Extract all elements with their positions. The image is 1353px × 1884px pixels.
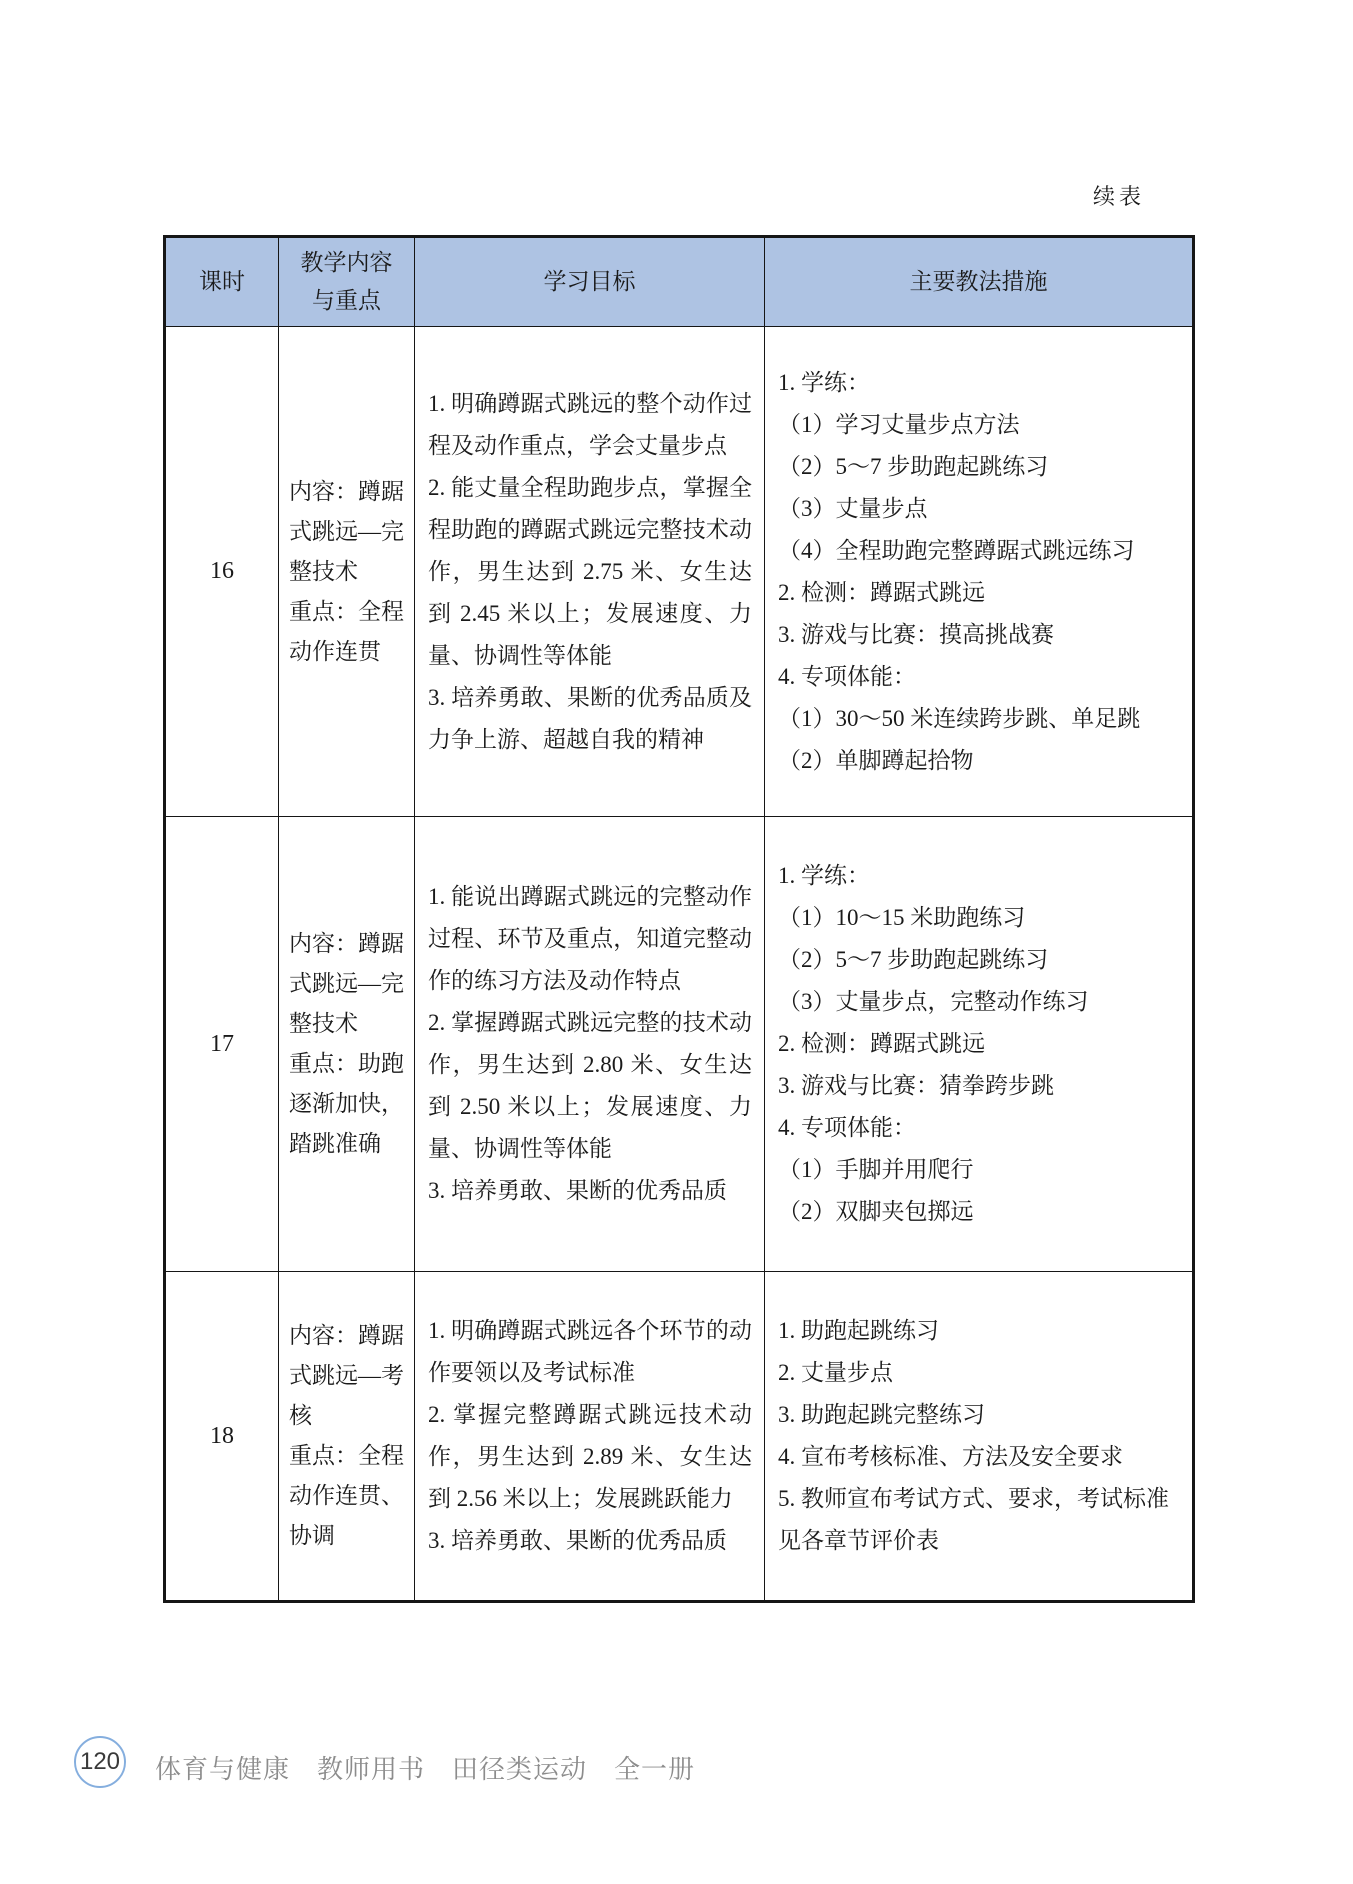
- objectives-cell: [415, 1272, 765, 1602]
- text-line: （1）学习丈量步点方法: [778, 411, 1020, 437]
- methods-cell: [765, 1272, 1194, 1602]
- text-line: （2）单脚蹲起拾物: [778, 747, 974, 773]
- header-content-line1: 教学内容: [300, 250, 393, 275]
- text-line: （3）丈量步点: [778, 495, 928, 521]
- table-row-lesson-18: [165, 1272, 1194, 1602]
- footer-book-title: 体育与健康 教师用书 田径类运动 全一册: [155, 1754, 696, 1784]
- lesson-schedule-table: [163, 235, 1195, 1603]
- text-line: 内容：蹲踞式跳远—考核: [289, 1323, 404, 1428]
- text-line: （1）手脚并用爬行: [778, 1157, 974, 1182]
- text-line: 重点：全程动作连贯、协调: [289, 1443, 404, 1548]
- text-line: 3. 游戏与比赛：摸高挑战赛: [778, 621, 1054, 647]
- text-line: 2. 能丈量全程助跑步点，掌握全程助跑的蹲踞式跳远完整技术动作，男生达到 2.75 米、女生达到 2.45 米以上；发展速度、力量、协调性等体能: [428, 474, 752, 668]
- header-cell-period: 课时: [165, 237, 279, 327]
- table-header-row: [165, 237, 1194, 327]
- content-cell: [279, 817, 415, 1272]
- period-cell: 17: [165, 817, 279, 1272]
- text-line: （2）5～7 步助跑起跳练习: [778, 453, 1049, 479]
- text-line: 5. 教师宣布考试方式、要求，考试标准见各章节评价表: [778, 1486, 1169, 1553]
- text-line: 重点：全程动作连贯: [289, 598, 404, 664]
- methods-cell: [765, 327, 1194, 817]
- table-row-lesson-16: [165, 327, 1194, 817]
- text-line: 1. 学练：: [778, 863, 870, 888]
- period-cell: 16: [165, 327, 279, 817]
- objectives-cell: [415, 817, 765, 1272]
- text-line: 2. 掌握蹲踞式跳远完整的技术动作，男生达到 2.80 米、女生达到 2.50 米以上；发展速度、力量、协调性等体能: [428, 1010, 752, 1161]
- text-line: 3. 助跑起跳完整练习: [778, 1402, 985, 1427]
- text-line: （3）丈量步点，完整动作练习: [778, 989, 1089, 1014]
- text-line: （4）全程助跑完整蹲踞式跳远练习: [778, 537, 1135, 563]
- content-cell: [279, 327, 415, 817]
- methods-cell: [765, 817, 1194, 1272]
- text-line: 4. 专项体能：: [778, 663, 916, 689]
- text-line: 2. 检测：蹲踞式跳远: [778, 579, 985, 605]
- table-row-lesson-17: [165, 817, 1194, 1272]
- page-number-badge: 120: [74, 1736, 126, 1788]
- header-content-line2: 与重点: [312, 288, 381, 313]
- text-line: 内容：蹲踞式跳远—完整技术: [289, 931, 404, 1036]
- text-line: 3. 培养勇敢、果断的优秀品质: [428, 1178, 727, 1203]
- text-line: 2. 掌握完整蹲踞式跳远技术动作，男生达到 2.89 米、女生达到 2.56 米以上；发展跳跃能力: [428, 1402, 752, 1511]
- text-line: （1）10～15 米助跑练习: [778, 905, 1026, 930]
- text-line: 4. 宣布考核标准、方法及安全要求: [778, 1444, 1123, 1469]
- text-line: 1. 助跑起跳练习: [778, 1318, 939, 1343]
- text-line: 3. 培养勇敢、果断的优秀品质及力争上游、超越自我的精神: [428, 684, 752, 752]
- text-line: 重点：助跑逐渐加快，踏跳准确: [289, 1051, 404, 1156]
- text-line: 3. 培养勇敢、果断的优秀品质: [428, 1528, 727, 1553]
- text-line: 4. 专项体能：: [778, 1115, 916, 1140]
- text-line: （1）30～50 米连续跨步跳、单足跳: [778, 705, 1141, 731]
- text-line: 2. 丈量步点: [778, 1360, 893, 1385]
- header-cell-content: [279, 237, 415, 327]
- text-line: 1. 明确蹲踞式跳远各个环节的动作要领以及考试标准: [428, 1318, 752, 1385]
- content-cell: [279, 1272, 415, 1602]
- text-line: （2）双脚夹包掷远: [778, 1199, 974, 1224]
- period-cell: 18: [165, 1272, 279, 1602]
- text-line: 1. 明确蹲踞式跳远的整个动作过程及动作重点，学会丈量步点: [428, 390, 752, 458]
- continued-table-label: 续表: [1093, 184, 1146, 209]
- text-line: 3. 游戏与比赛：猜拳跨步跳: [778, 1073, 1054, 1098]
- header-cell-methods: 主要教法措施: [765, 237, 1194, 327]
- text-line: 1. 能说出蹲踞式跳远的完整动作过程、环节及重点，知道完整动作的练习方法及动作特点: [428, 884, 752, 993]
- header-cell-objectives: 学习目标: [415, 237, 765, 327]
- text-line: （2）5～7 步助跑起跳练习: [778, 947, 1049, 972]
- objectives-cell: [415, 327, 765, 817]
- text-line: 2. 检测：蹲踞式跳远: [778, 1031, 985, 1056]
- text-line: 内容：蹲踞式跳远—完整技术: [289, 478, 404, 584]
- text-line: 1. 学练：: [778, 369, 870, 395]
